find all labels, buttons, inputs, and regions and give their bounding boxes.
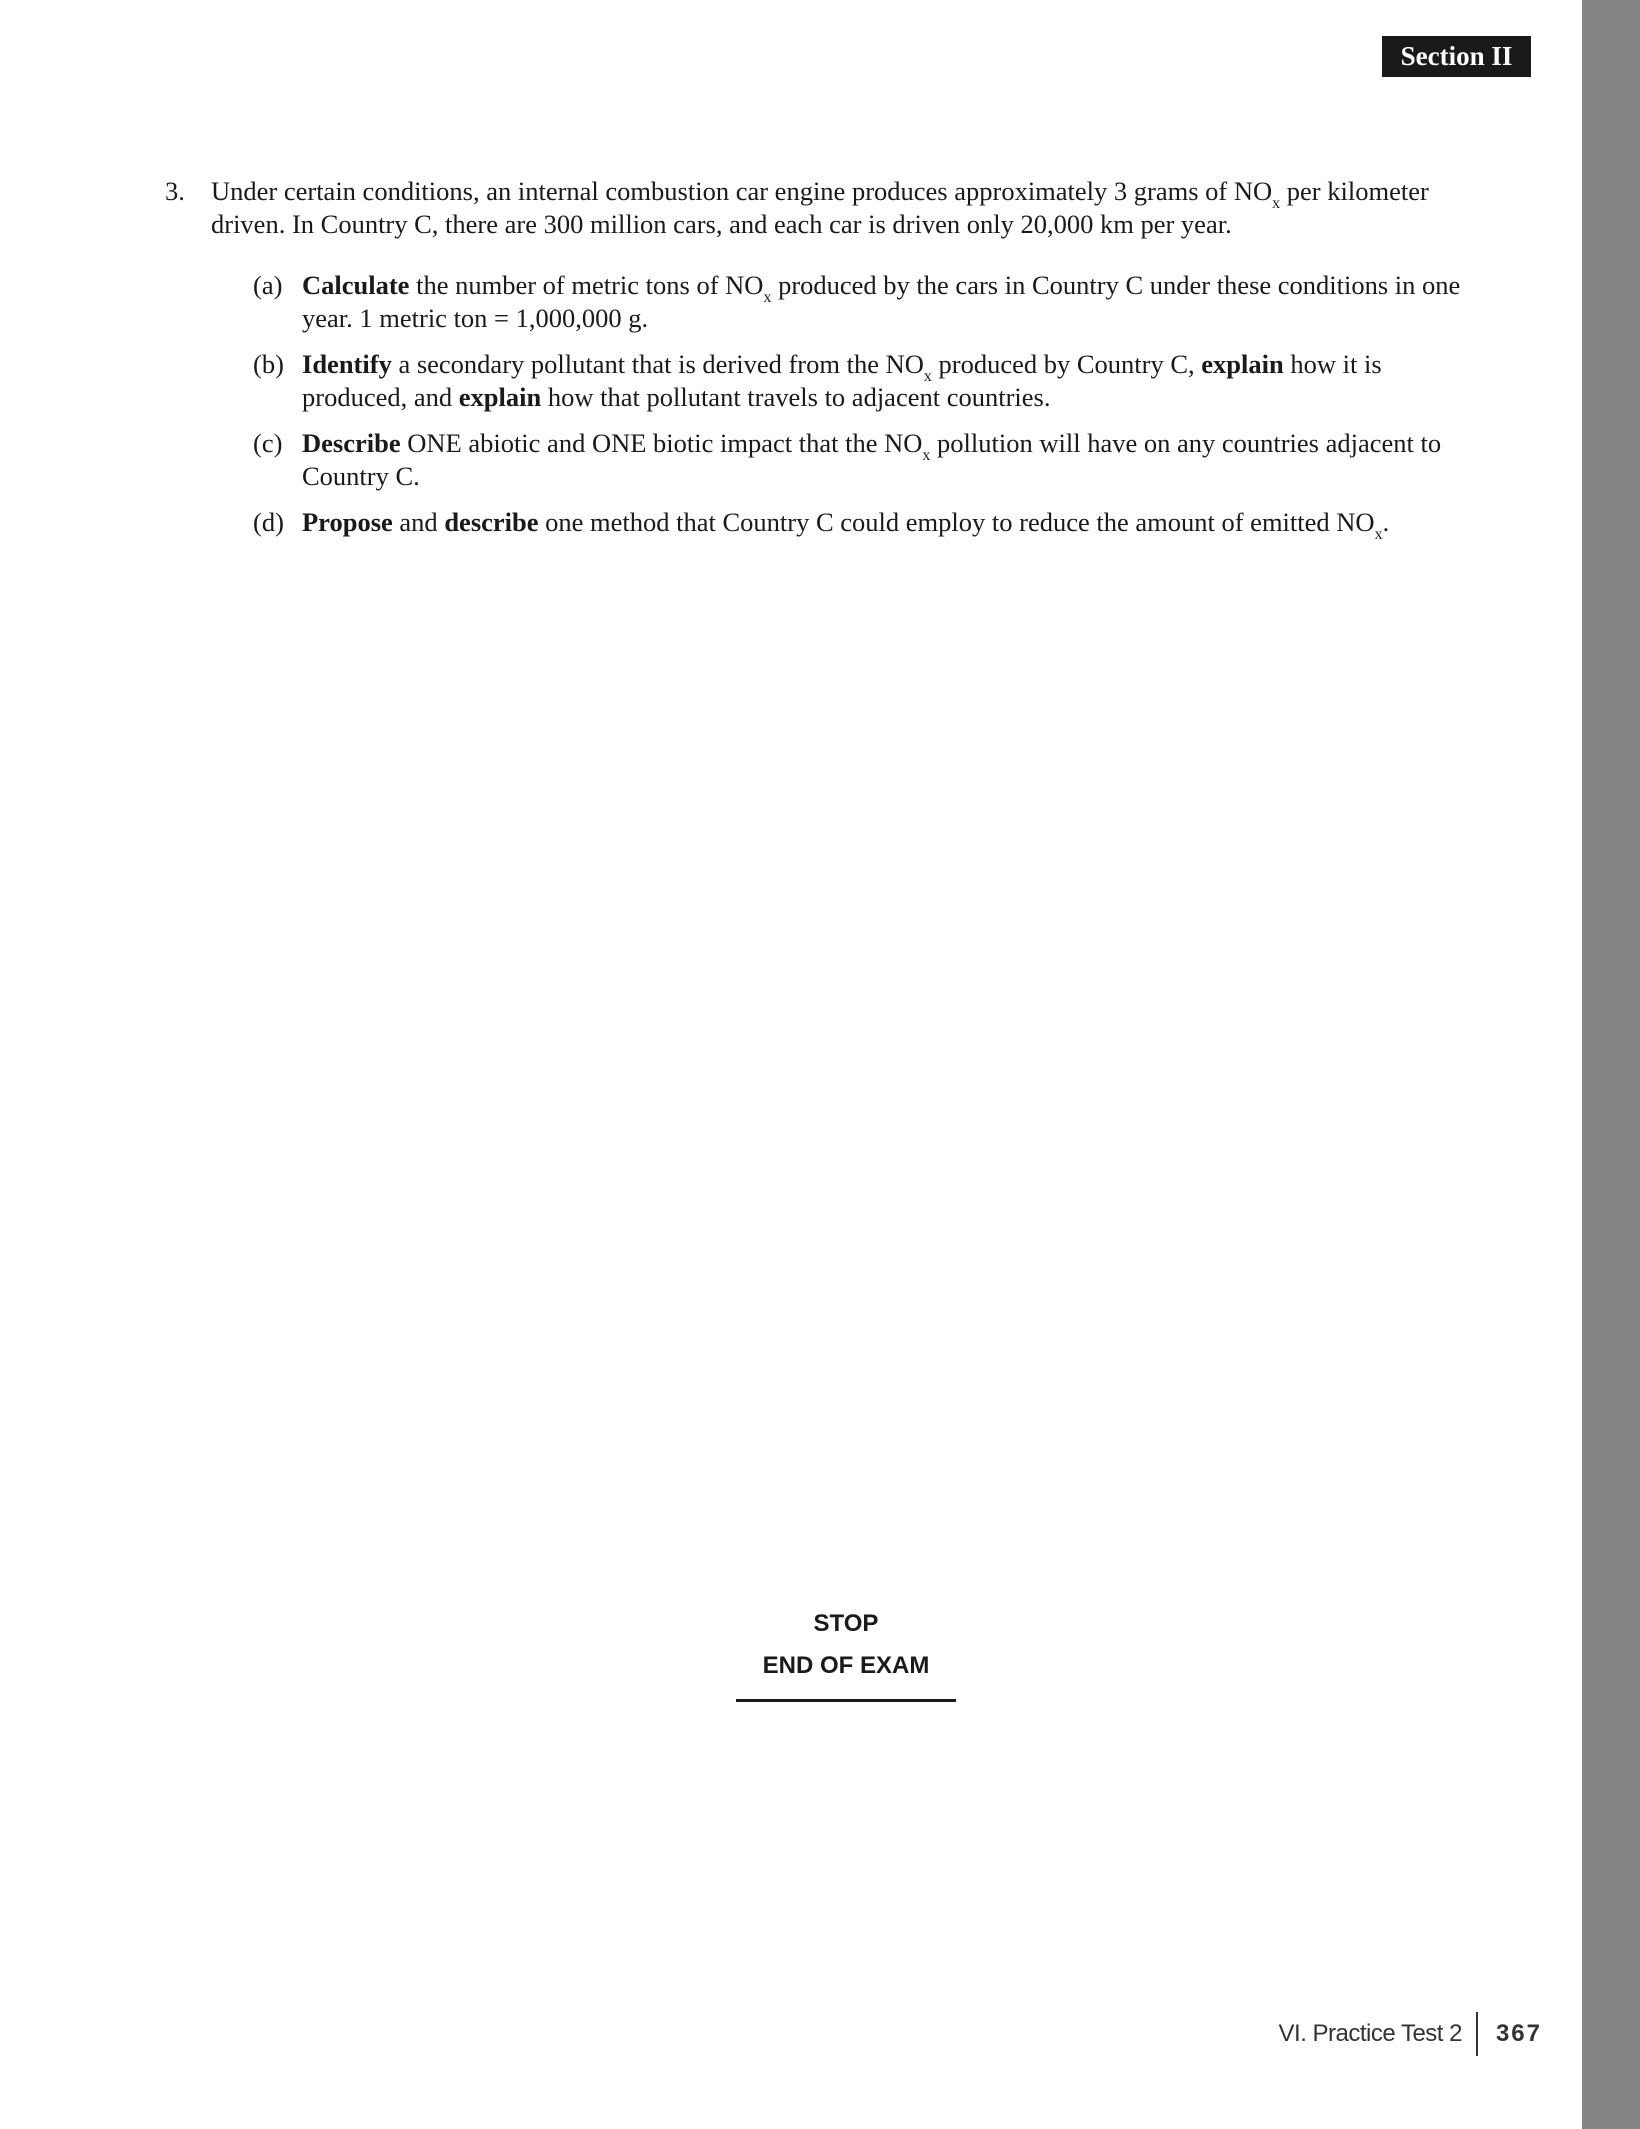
footer-divider [1476,2012,1478,2056]
subscript: x [763,289,772,306]
question-3 [165,175,1465,552]
subscript: x [1272,195,1281,212]
subscript: x [1374,526,1383,543]
page-number: 367 [1495,2020,1542,2047]
part-letter: (c) [253,428,283,458]
part-a: (a) Calculate the number of metric tons of $NO_x$ produced by the cars in Country C under these conditions in one year. 1 metric ton = 1,000,000 g. [253,270,1461,333]
part-d: (d) Propose and describe one method that Country C could employ to reduce the amount of emitted $NO_x$. [253,507,1390,543]
part-b: (b) Identify a secondary pollutant that is derived from the $NO_x$ produced by Country C, explain how it is produced, and explain how that pollutant travels to adjacent countries. [253,349,1382,412]
end-of-exam-label: END OF EXAM [762,1652,930,1679]
part-letter: (d) [253,507,284,537]
subscript: x [923,368,932,385]
part-letter: (b) [253,349,284,379]
stop-label: STOP [813,1610,879,1637]
question-parts [165,269,1465,543]
question-stem [165,175,1465,241]
footer-label: VI. Practice Test 2 [1278,2020,1462,2047]
end-of-exam-block [700,1605,992,1702]
part-letter: (a) [253,270,283,300]
page-edge-bar [1582,0,1640,2129]
section-tab: Section II [1382,36,1531,77]
end-rule [736,1699,956,1702]
question-text: Under certain conditions, an internal combustion car engine produces approximately 3 grams of $NO_x$ per kilometer driven. In Country C, there are 300 million cars, and each car is driven only 20,000 km per year. [211,176,1429,239]
part-c: (c) Describe ONE abiotic and ONE biotic impact that the $NO_x$ pollution will have on any countries adjacent to Country C. [253,428,1442,491]
subscript: x [922,447,931,464]
question-number: 3. [165,176,185,206]
page-footer [1180,2012,1542,2058]
